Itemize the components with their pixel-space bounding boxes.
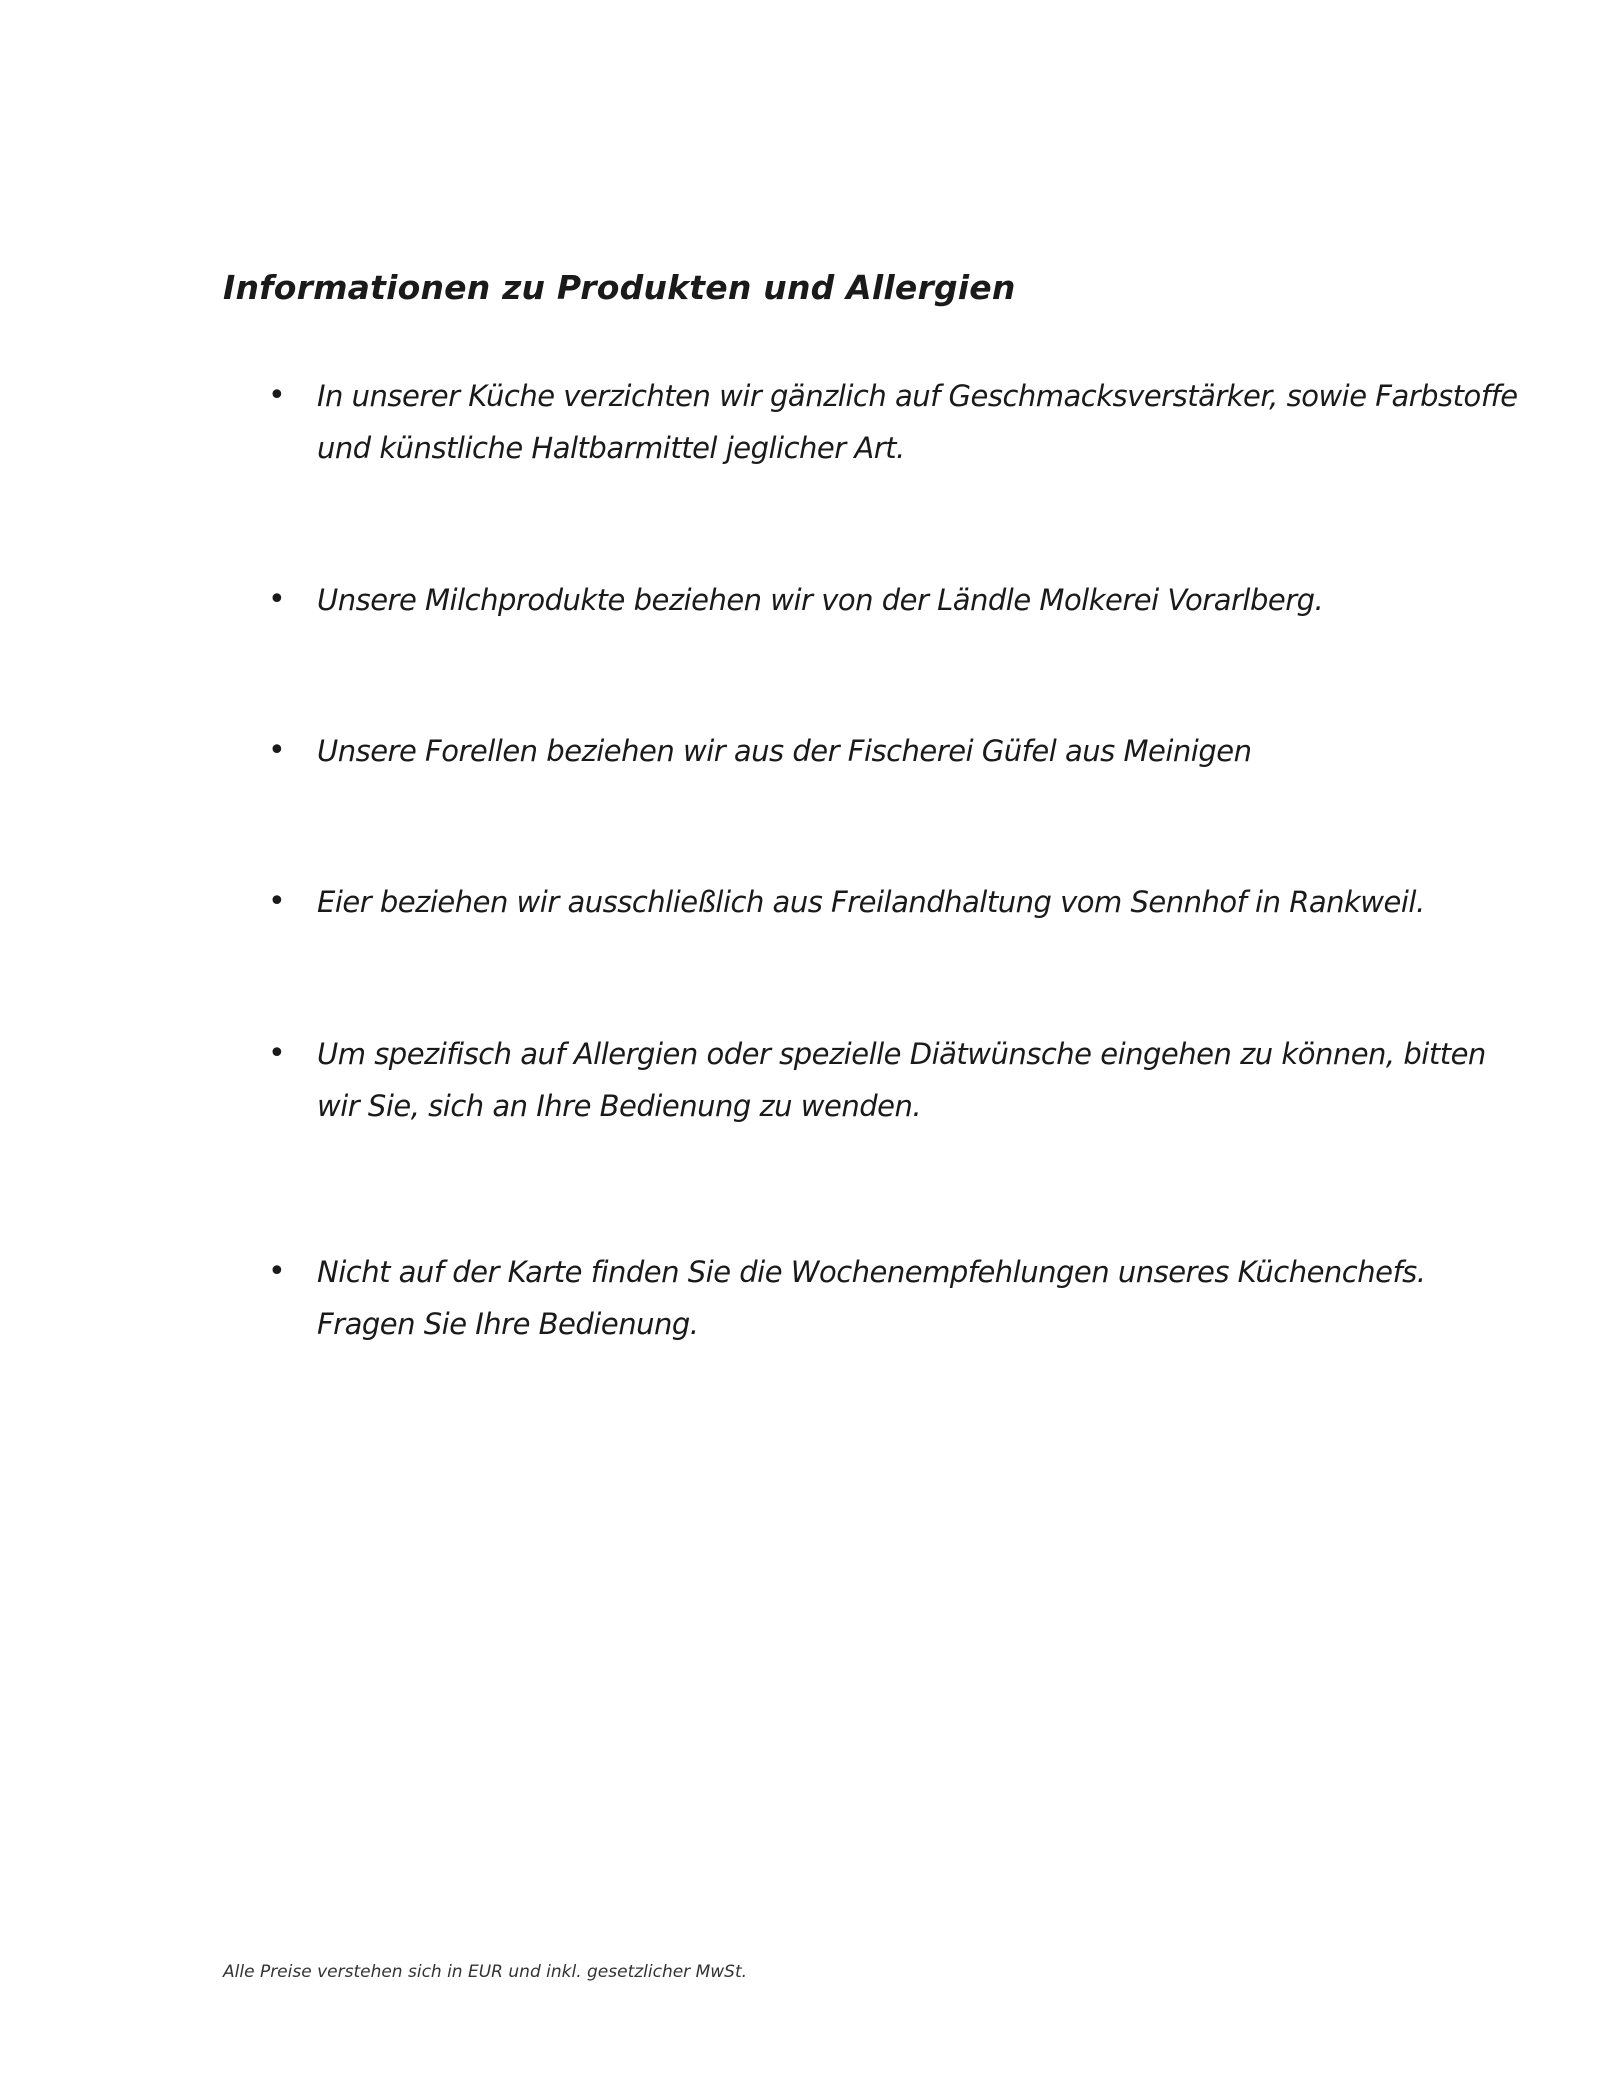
- list-item-text: In unserer Küche verzichten wir gänzlich auf Geschmacksverstärker, sowie Farbstoffe und künstliche Haltbarmittel jeglicher Art.: [317, 379, 1518, 465]
- list-item: [268, 1028, 1518, 1132]
- bullet-icon: •: [268, 884, 286, 919]
- list-item: [268, 1246, 1518, 1350]
- list-item-text: Eier beziehen wir ausschließlich aus Freilandhaltung vom Sennhof in Rankweil.: [317, 885, 1425, 919]
- list-item-text: Unsere Milchprodukte beziehen wir von der Ländle Molkerei Vorarlberg.: [317, 583, 1324, 617]
- bullet-icon: •: [268, 582, 286, 617]
- footer-note: Alle Preise verstehen sich in EUR und inkl. gesetzlicher MwSt.: [223, 1962, 748, 1982]
- list-item-text: Unsere Forellen beziehen wir aus der Fischerei Güfel aus Meinigen: [317, 734, 1252, 768]
- list-item: [268, 370, 1518, 474]
- bullet-icon: •: [268, 733, 286, 768]
- list-item-text: Um spezifisch auf Allergien oder spezielle Diätwünsche eingehen zu können, bitten wir Sie, sich an Ihre Bedienung zu wenden.: [317, 1037, 1486, 1123]
- bullet-icon: •: [268, 378, 286, 413]
- list-item: [268, 574, 1518, 626]
- list-item-text: Nicht auf der Karte finden Sie die Wochenempfehlungen unseres Küchenchefs. Fragen Sie Ihre Bedienung.: [317, 1255, 1426, 1341]
- bullet-icon: •: [268, 1254, 286, 1289]
- list-item: [268, 876, 1518, 928]
- bullet-icon: •: [268, 1036, 286, 1071]
- list-item: [268, 725, 1518, 777]
- page-title: Informationen zu Produkten und Allergien: [223, 268, 1016, 307]
